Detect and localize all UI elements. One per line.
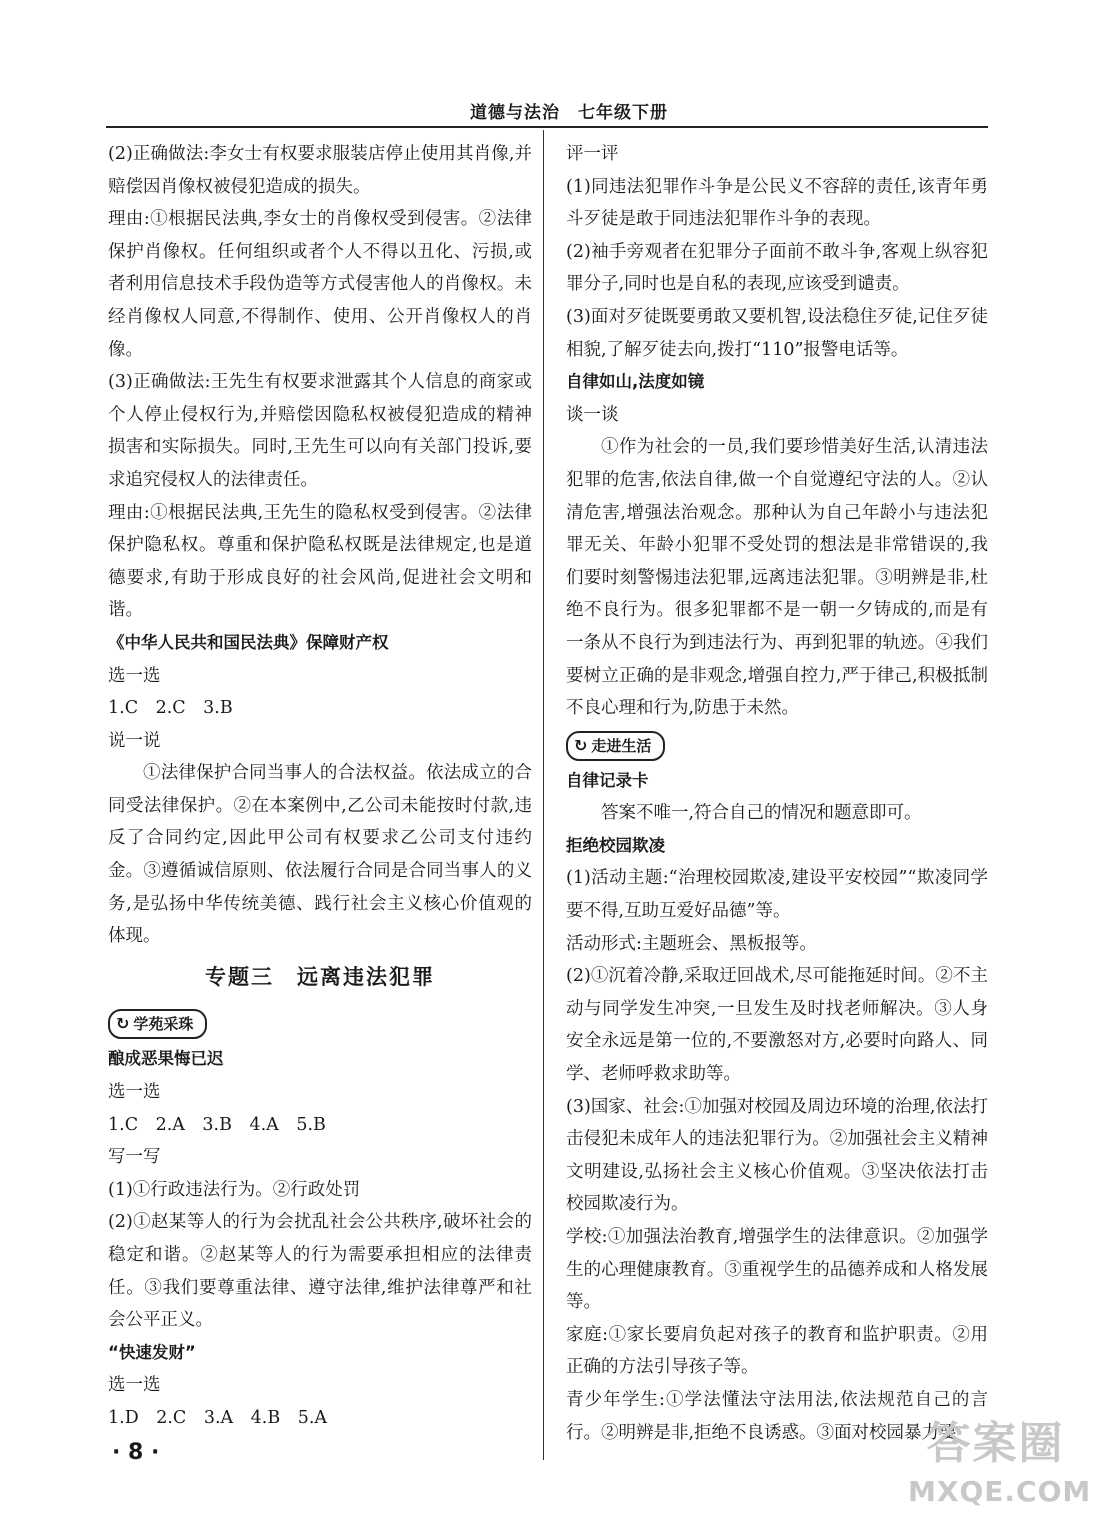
paragraph: (2)①赵某等人的行为会扰乱社会公共秩序,破坏社会的稳定和谐。②赵某等人的行为需要承担相应的法律责任。③我们要尊重法律、遵守法律,维护法律尊严和社会公平正义。 — [108, 1212, 532, 1331]
watermark-logo — [908, 1416, 1092, 1526]
paragraph: 理由:①根据民法典,王先生的隐私权受到侵害。②法律保护隐私权。尊重和保护隐私权既是法律规定,也是道德要求,有助于形成良好的社会风尚,促进社会文明和谐。 — [108, 502, 532, 621]
paragraph: 1.C 2.A 3.B 4.A 5.B — [108, 1114, 326, 1135]
section-badge — [108, 1009, 207, 1039]
page-header — [106, 96, 988, 128]
paragraph: 1.C 2.C 3.B — [108, 698, 233, 719]
paragraph: 学校:①加强法治教育,增强学生的法律意识。②加强学生的心理健康教育。③重视学生的品德养成和人格发展等。 — [566, 1227, 988, 1313]
paragraph: (1)活动主题:“治理校园欺凌,建设平安校园”“欺凌同学要不得,互助互爱好品德”等。 — [566, 868, 988, 922]
section-heading: 《中华人民共和国民法典》保障财产权 — [108, 632, 389, 652]
swirl-icon: ↻ — [116, 1014, 130, 1034]
paragraph: (3)国家、社会:①加强对校园及周边环境的治理,依法打击侵犯未成年人的违法犯罪行为。②加强社会主义精神文明建设,弘扬社会主义核心价值观。③坚决依法打击校园欺凌行为。 — [566, 1096, 988, 1215]
paragraph: (2)袖手旁观者在犯罪分子面前不敢斗争,客观上纵容犯罪分子,同时也是自私的表现,应该受到谴责。 — [566, 241, 988, 295]
book-title: 道德与法治 七年级下册 — [470, 103, 668, 123]
watermark-text-bottom: MXQE.COM — [908, 1475, 1092, 1508]
paragraph: 活动形式:主题班会、黑板报等。 — [566, 933, 817, 954]
section-badge — [566, 731, 665, 761]
paragraph: ①作为社会的一员,我们要珍惜美好生活,认清违法犯罪的危害,依法自律,做一个自觉遵纪守法的人。②认清危害,增强法治观念。那种认为自己年龄小与违法犯罪无关、年龄小犯罪不受处罚的想法是非常错误的,我们要时刻警惕违法犯罪,远离违法犯罪。③明辨是非,杜绝不良行为。很多犯罪都不是一朝一夕铸成的,而是有一条从不良行为到违法行为、再到犯罪的轨迹。④我们要树立正确的是非观念,增强自控力,严于律己,积极抵制不良心理和行为,防患于未然。 — [566, 437, 988, 719]
section-heading: “快速发财” — [108, 1342, 196, 1362]
page-number: · 8 · — [112, 1440, 160, 1465]
paragraph: (3)面对歹徒既要勇敢又要机智,设法稳住歹徒,记住歹徒相貌,了解歹徒去向,拨打“110”报警电话等。 — [566, 306, 988, 360]
paragraph: (2)①沉着冷静,采取迂回战术,尽可能拖延时间。②不主动与同学发生冲突,一旦发生及时找老师解决。③人身安全永远是第一位的,不要激怒对方,必要时向路人、同学、老师呼救求助等。 — [566, 966, 988, 1085]
paragraph: 理由:①根据民法典,李女士的肖像权受到侵害。②法律保护肖像权。任何组织或者个人不得以丑化、污损,或者利用信息技术手段伪造等方式侵害他人的肖像权。未经肖像权人同意,不得制作、使用、公开肖像权人的肖像。 — [108, 209, 532, 360]
paragraph: 选一选 — [108, 1375, 161, 1396]
paragraph: 说一说 — [108, 730, 161, 751]
left-column — [108, 138, 532, 1435]
paragraph: 答案不唯一,符合自己的情况和题意即可。 — [601, 803, 922, 824]
section-badge-label: 走进生活 — [591, 736, 652, 755]
paragraph: 家庭:①家长要肩负起对孩子的教育和监护职责。②用正确的方法引导孩子等。 — [566, 1324, 988, 1378]
section-heading: 自律记录卡 — [566, 770, 649, 790]
paragraph: 选一选 — [108, 1082, 161, 1103]
paragraph: (2)正确做法:李女士有权要求服装店停止使用其肖像,并赔偿因肖像权被侵犯造成的损失。 — [108, 144, 532, 197]
paragraph: (3)正确做法:王先生有权要求泄露其个人信息的商家或个人停止侵权行为,并赔偿因隐私权被侵犯造成的精神损害和实际损失。同时,王先生可以向有关部门投诉,要求追究侵权人的法律责任。 — [108, 372, 532, 490]
right-column — [566, 138, 988, 1449]
paragraph: 评一评 — [566, 144, 619, 164]
column-divider — [543, 130, 544, 1460]
chapter-title: 专题三 远离违法犯罪 — [205, 964, 435, 989]
section-heading: 自律如山,法度如镜 — [566, 372, 705, 392]
section-badge-label: 学苑采珠 — [133, 1015, 194, 1034]
paragraph: 写一写 — [108, 1147, 161, 1168]
paragraph: ①法律保护合同当事人的合法权益。依法成立的合同受法律保护。②在本案例中,乙公司未能按时付款,违反了合同约定,因此甲公司有权要求乙公司支付违约金。③遵循诚信原则、依法履行合同是合同当事人的义务,是弘扬中华传统美德、践行社会主义核心价值观的体现。 — [108, 763, 532, 947]
paragraph: 选一选 — [108, 665, 161, 686]
paragraph: 青少年学生:①学法懂法守法用法,依法规范自己的言行。②明辨是非,拒绝不良诱惑。③面对校园暴力要 — [566, 1389, 988, 1443]
swirl-icon: ↻ — [574, 735, 588, 755]
watermark-text-top: 答案圈 — [926, 1418, 1065, 1469]
paragraph: 1.D 2.C 3.A 4.B 5.A — [108, 1407, 328, 1428]
paragraph: (1)①行政违法行为。②行政处罚 — [108, 1179, 361, 1200]
paragraph: 谈一谈 — [566, 404, 619, 425]
section-heading: 酿成恶果悔已迟 — [108, 1049, 224, 1069]
section-heading: 拒绝校园欺凌 — [566, 835, 665, 855]
paragraph: (1)同违法犯罪作斗争是公民义不容辞的责任,该青年勇斗歹徒是敢于同违法犯罪作斗争的表现。 — [566, 176, 988, 230]
